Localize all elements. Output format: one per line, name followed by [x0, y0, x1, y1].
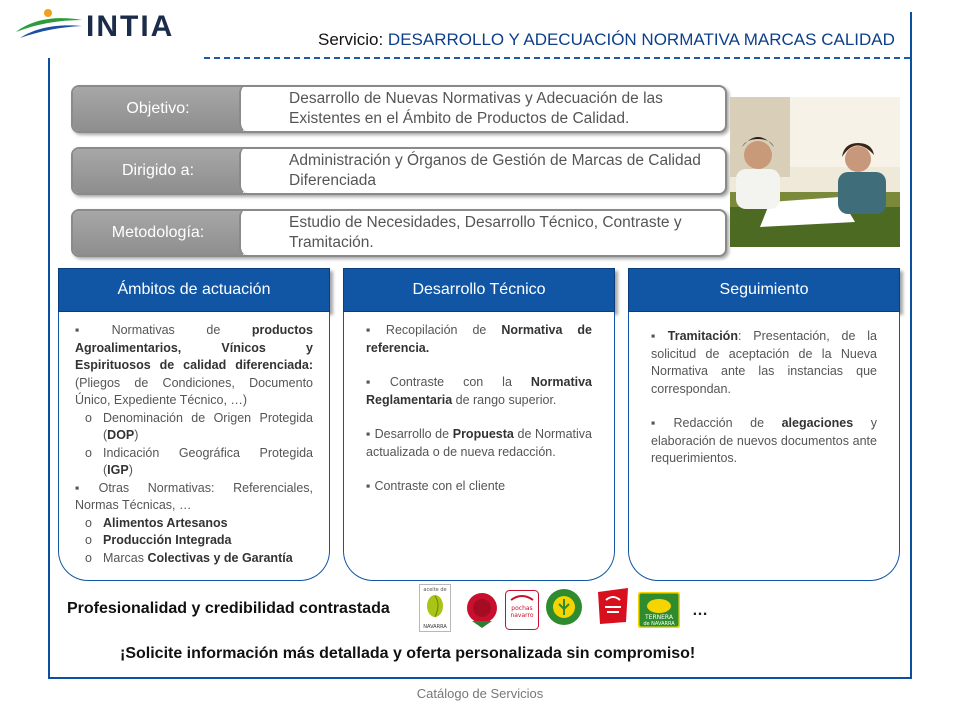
column-title-ambitos: Ámbitos de actuación: [58, 268, 330, 312]
list-item: ▪ Contraste con el cliente: [366, 478, 592, 496]
column-title-seguimiento: Seguimiento: [628, 268, 900, 312]
list-subitem: o Alimentos Artesanos: [75, 515, 313, 533]
info-label: Metodología:: [73, 211, 243, 255]
footer-catalog: Catálogo de Servicios: [416, 686, 544, 701]
list-item: ▪ Contraste con la Normativa Reglamentaria de rango superior.: [366, 374, 592, 409]
info-tab-divider: [239, 147, 255, 193]
list-item: ▪ Normativas de productos Agroalimentarios, Vínicos y Espirituosos de calidad diferenciada: (Pliegos de Condiciones, Documento Único, Expediente Técnico, …): [75, 322, 313, 410]
professionalism-tagline: Profesionalidad y credibilidad contrastada: [67, 600, 390, 617]
info-tab-divider: [239, 85, 255, 131]
frame-right-border: [910, 12, 912, 678]
info-text: Desarrollo de Nuevas Normativas y Adecuación de las Existentes en el Ámbito de Productos de Calidad.: [289, 90, 663, 127]
pochas-navarro-seal: [505, 590, 539, 630]
more-seals-ellipsis: …: [692, 602, 708, 619]
info-row-dirigido: [71, 147, 727, 195]
list-item: ▪ Recopilación de Normativa de referencia.: [366, 322, 592, 357]
column-title-desarrollo: Desarrollo Técnico: [343, 268, 615, 312]
info-label: Objetivo:: [73, 87, 243, 131]
service-label: Servicio:: [318, 30, 388, 49]
list-subitem: o Producción Integrada: [75, 532, 313, 550]
aceite-navarra-seal: [419, 584, 451, 632]
list-subitem: o Denominación de Origen Protegida (DOP): [75, 410, 313, 445]
list-item: ▪ Tramitación: Presentación, de la solicitud de aceptación de la Nueva Normativa ante las instancias que correspondan.: [651, 328, 877, 398]
list-subitem: o Indicación Geográfica Protegida (IGP): [75, 445, 313, 480]
info-text: Administración y Órganos de Gestión de Marcas de Calidad Diferenciada: [289, 152, 701, 189]
info-label: Dirigido a:: [73, 149, 243, 193]
service-value: DESARROLLO Y ADECUACIÓN NORMATIVA MARCAS CALIDAD: [387, 30, 895, 49]
intia-logo-swoosh: [14, 8, 84, 40]
frame-bottom-border: [48, 677, 912, 679]
call-to-action: ¡Solicite información más detallada y oferta personalizada sin compromiso!: [120, 645, 696, 662]
meeting-photo: [730, 97, 900, 247]
frame-left-border: [48, 58, 50, 678]
list-item: ▪ Desarrollo de Propuesta de Normativa actualizada o de nueva redacción.: [366, 426, 592, 461]
seal-label: pochas: [511, 605, 533, 612]
column-body-seguimiento: [628, 312, 900, 581]
header-divider: [204, 57, 910, 59]
list-subitem: o Marcas Colectivas y de Garantía: [75, 550, 313, 568]
column-body-ambitos: [58, 312, 330, 581]
info-tab-divider: [239, 209, 255, 255]
produccion-integrada-seal: [545, 588, 583, 626]
info-row-objetivo: [71, 85, 727, 133]
seal-label: TERNERA: [645, 614, 673, 621]
intia-logo-text: INTIA: [86, 10, 175, 43]
list-item: ▪ Redacción de alegaciones y elaboración de nuevos documentos ante requerimientos.: [651, 415, 877, 468]
list-item: ▪ Otras Normativas: Referenciales, Normas Técnicas, …: [75, 480, 313, 515]
seal-label: aceite de: [423, 587, 447, 593]
seal-label: navarro: [510, 612, 534, 619]
service-title: [318, 30, 895, 50]
info-row-metodologia: [71, 209, 727, 257]
red-rose-seal: [464, 591, 500, 629]
seal-label: NAVARRA: [423, 624, 447, 630]
ternera-navarra-seal: [638, 592, 680, 628]
reyno-gourmet-seal: [594, 586, 632, 626]
info-text: Estudio de Necesidades, Desarrollo Técnico, Contraste y Tramitación.: [289, 214, 682, 251]
seal-label: de NAVARRA: [643, 621, 675, 627]
column-body-desarrollo: [343, 312, 615, 581]
